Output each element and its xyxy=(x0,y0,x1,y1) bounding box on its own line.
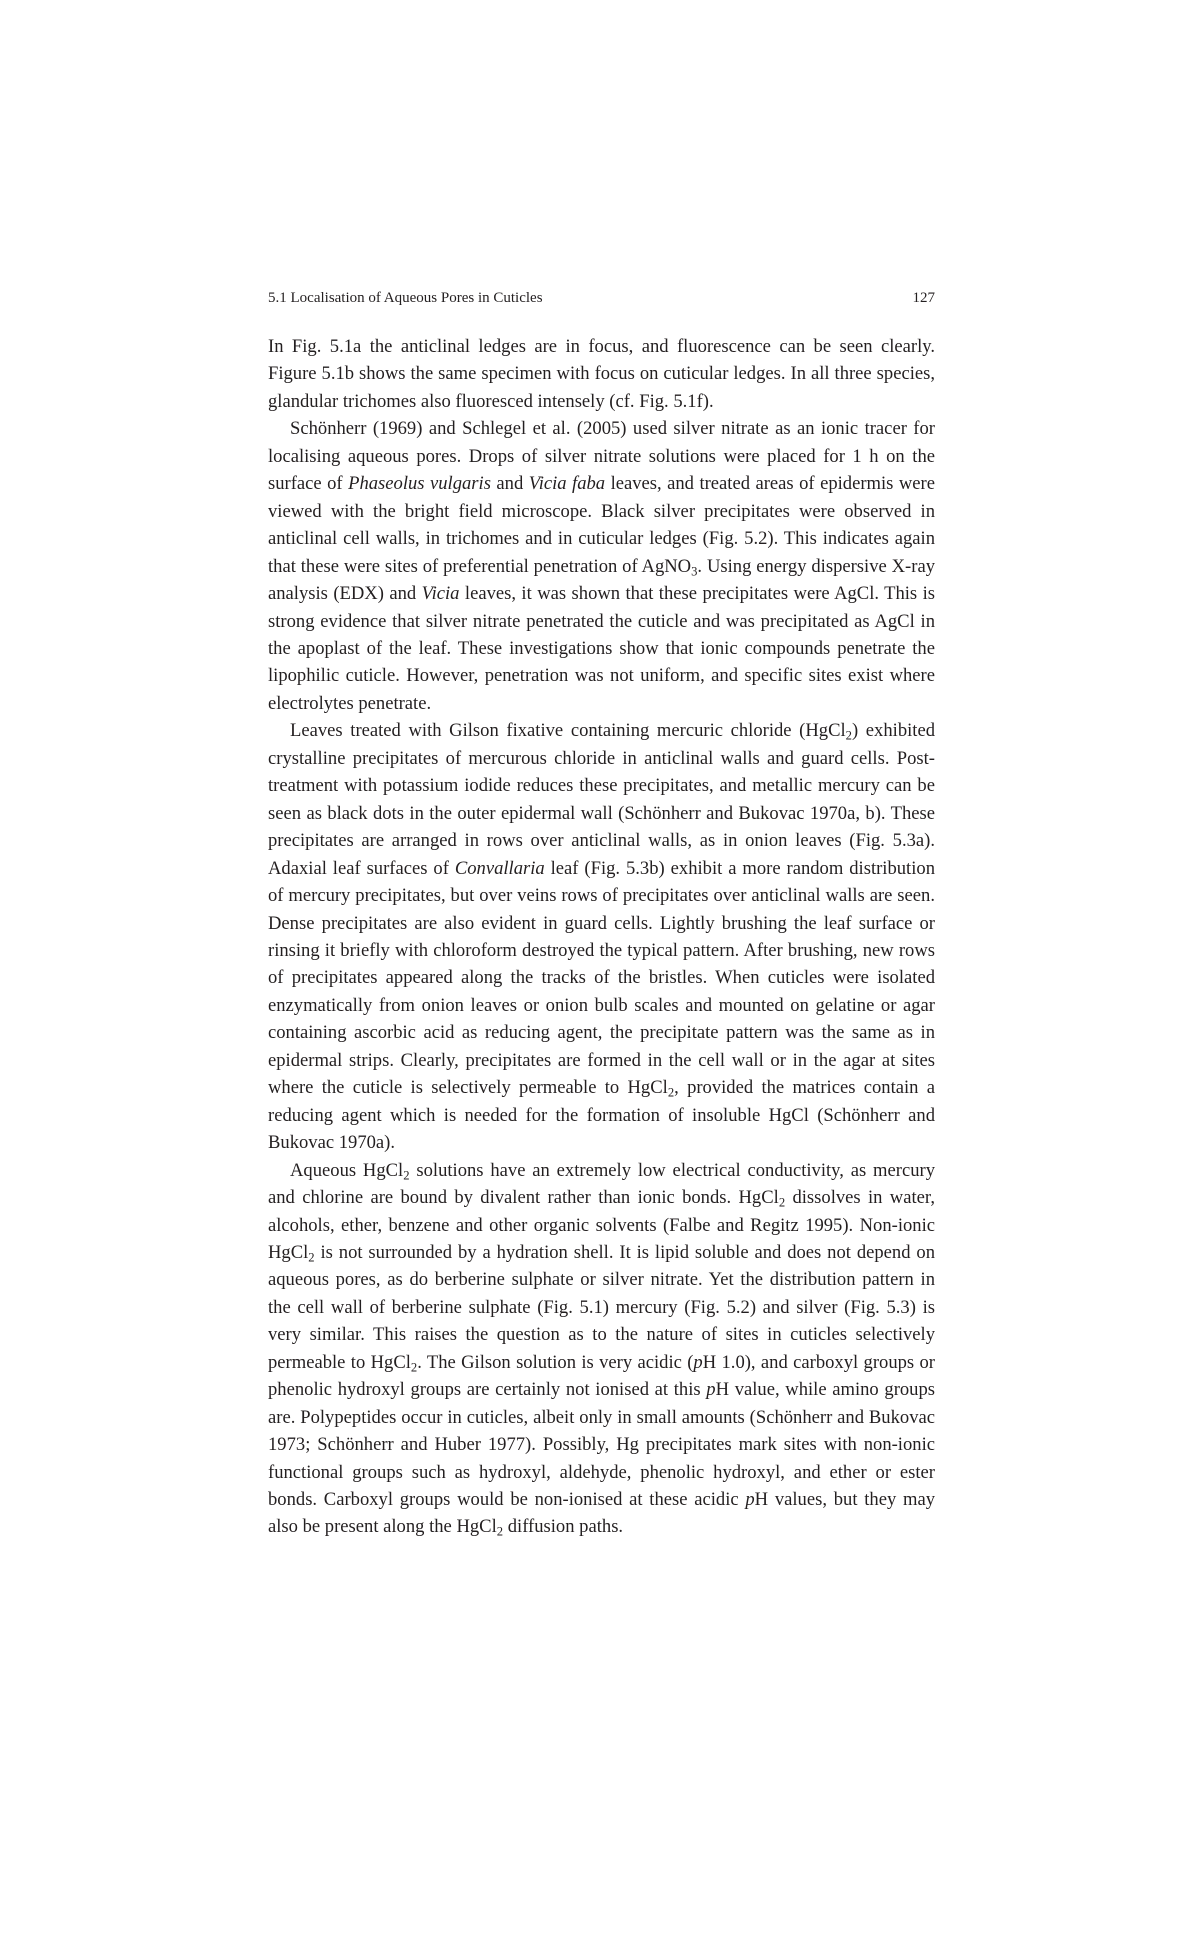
text-run: dissolves in water, alcohols, ether, benzene and other organic solvents (Falbe and Regitz 1995). Non-ionic HgCl xyxy=(268,1187,936,1263)
text-run: H 1.0), and carboxyl groups or phenolic hydroxyl groups are certainly not ionised at this xyxy=(268,1351,935,1401)
text-run: ) exhibited crystalline precipitates of mercurous chloride in anticlinal walls and guard cells. Post-treatment with potassium iodide reduces these precipitates, and metallic mercury can be seen as black dots in the outer epidermal wall (Schönherr and Bukovac 1970a, b). These precipitates are arranged in rows over anticlinal walls, as in onion leaves (Fig. 5.3a). Adaxial leaf surfaces of xyxy=(268,720,935,879)
page-header xyxy=(268,286,935,310)
italic-term: Phaseolus vulgaris xyxy=(348,473,491,495)
paragraph xyxy=(268,1157,935,1541)
paragraph xyxy=(268,415,935,717)
italic-term: Vicia xyxy=(421,583,460,605)
italic-term: p xyxy=(693,1351,703,1373)
text-run: Leaves treated with Gilson fixative containing mercuric chloride (HgCl xyxy=(290,720,846,742)
body-text xyxy=(268,333,935,1541)
text-run: Schönherr (1969) and Schlegel et al. (2005) used silver nitrate as an ionic tracer for localising aqueous pores. Drops of silver nitrate solutions were placed for 1 h on the surface of xyxy=(268,418,935,495)
subscript: 2 xyxy=(496,1525,504,1540)
italic-term: Convallaria xyxy=(454,857,545,879)
subscript: 3 xyxy=(691,564,698,579)
running-head: 5.1 Localisation of Aqueous Pores in Cuticles xyxy=(268,290,543,306)
paragraph xyxy=(268,717,935,1156)
text-run: Aqueous HgCl xyxy=(290,1159,404,1181)
subscript: 2 xyxy=(308,1250,315,1265)
text-run: . The Gilson solution is very acidic ( xyxy=(417,1351,694,1373)
text-run: . Using energy dispersive X-ray analysis (EDX) and xyxy=(268,555,935,605)
italic-term: p xyxy=(706,1379,716,1401)
subscript: 2 xyxy=(403,1168,410,1183)
text-run: is not surrounded by a hydration shell. It is lipid soluble and does not depend on aqueous pores, as do berberine sulphate or silver nitrate. Yet the distribution pattern in the cell wall of berberine sulphate (Fig. 5.1) mercury (Fig. 5.2) and silver (Fig. 5.3) is very similar. This raises the question as to the nature of sites in cuticles selectively permeable to HgCl xyxy=(268,1241,935,1373)
text-run: leaf (Fig. 5.3b) exhibit a more random distribution of mercury precipitates, but over veins rows of precipitates over anticlinal walls are seen. Dense precipitates are also evident in guard cells. Lightly brushing the leaf surface or rinsing it briefly with chloroform destroyed the typical pattern. After brushing, new rows of precipitates appeared along the tracks of the bristles. When cuticles were isolated enzymatically from onion leaves or onion bulb scales and mounted on gelatine or agar containing ascorbic acid as reducing agent, the precipitate pattern was the same as in epidermal strips. Clearly, precipitates are formed in the cell wall or in the agar at sites where the cuticle is selectively permeable to HgCl xyxy=(268,857,935,1099)
text-run: , provided the matrices contain a reducing agent which is needed for the formation of insoluble HgCl (Schönherr and Bukovac 1970a). xyxy=(268,1077,935,1154)
subscript: 2 xyxy=(845,728,852,743)
subscript: 2 xyxy=(410,1360,418,1375)
text-run: diffusion paths. xyxy=(503,1516,624,1538)
subscript: 2 xyxy=(667,1085,675,1100)
paragraph xyxy=(268,333,935,415)
text-run: leaves, it was shown that these precipitates were AgCl. This is strong evidence that silver nitrate penetrated the cuticle and was precipitated as AgCl in the apoplast of the leaf. These investigations show that ionic compounds penetrate the lipophilic cuticle. However, penetration was not uniform, and specific sites exist where electrolytes penetrate. xyxy=(268,583,935,714)
text-run: leaves, and treated areas of epidermis were viewed with the bright field microscope. Black silver precipitates were observed in anticlinal cell walls, in trichomes and in cuticular ledges (Fig. 5.2). This indicates again that these were sites of preferential penetration of AgNO xyxy=(268,473,935,577)
italic-term: p xyxy=(745,1489,755,1511)
text-run: H values, but they may also be present along the HgCl xyxy=(268,1489,935,1538)
text-run: In Fig. 5.1a the anticlinal ledges are in focus, and fluorescence can be seen clearly. Figure 5.1b shows the same specimen with focus on cuticular ledges. In all three species, glandular trichomes also fluoresced intensely (cf. Fig. 5.1f). xyxy=(268,336,935,412)
text-run: solutions have an extremely low electrical conductivity, as mercury and chlorine are bound by divalent rather than ionic bonds. HgCl xyxy=(268,1159,935,1209)
page-number: 127 xyxy=(912,290,935,306)
text-run: and xyxy=(490,473,529,495)
subscript: 2 xyxy=(778,1195,786,1210)
italic-term: Vicia faba xyxy=(528,473,606,495)
text-run: H value, while amino groups are. Polypeptides occur in cuticles, albeit only in small amounts (Schönherr and Bukovac 1973; Schönherr and Huber 1977). Possibly, Hg precipitates mark sites with non-ionic functional groups such as hydroxyl, aldehyde, phenolic hydroxyl, and ether or ester bonds. Carboxyl groups would be non-ionised at these acidic xyxy=(268,1379,936,1511)
